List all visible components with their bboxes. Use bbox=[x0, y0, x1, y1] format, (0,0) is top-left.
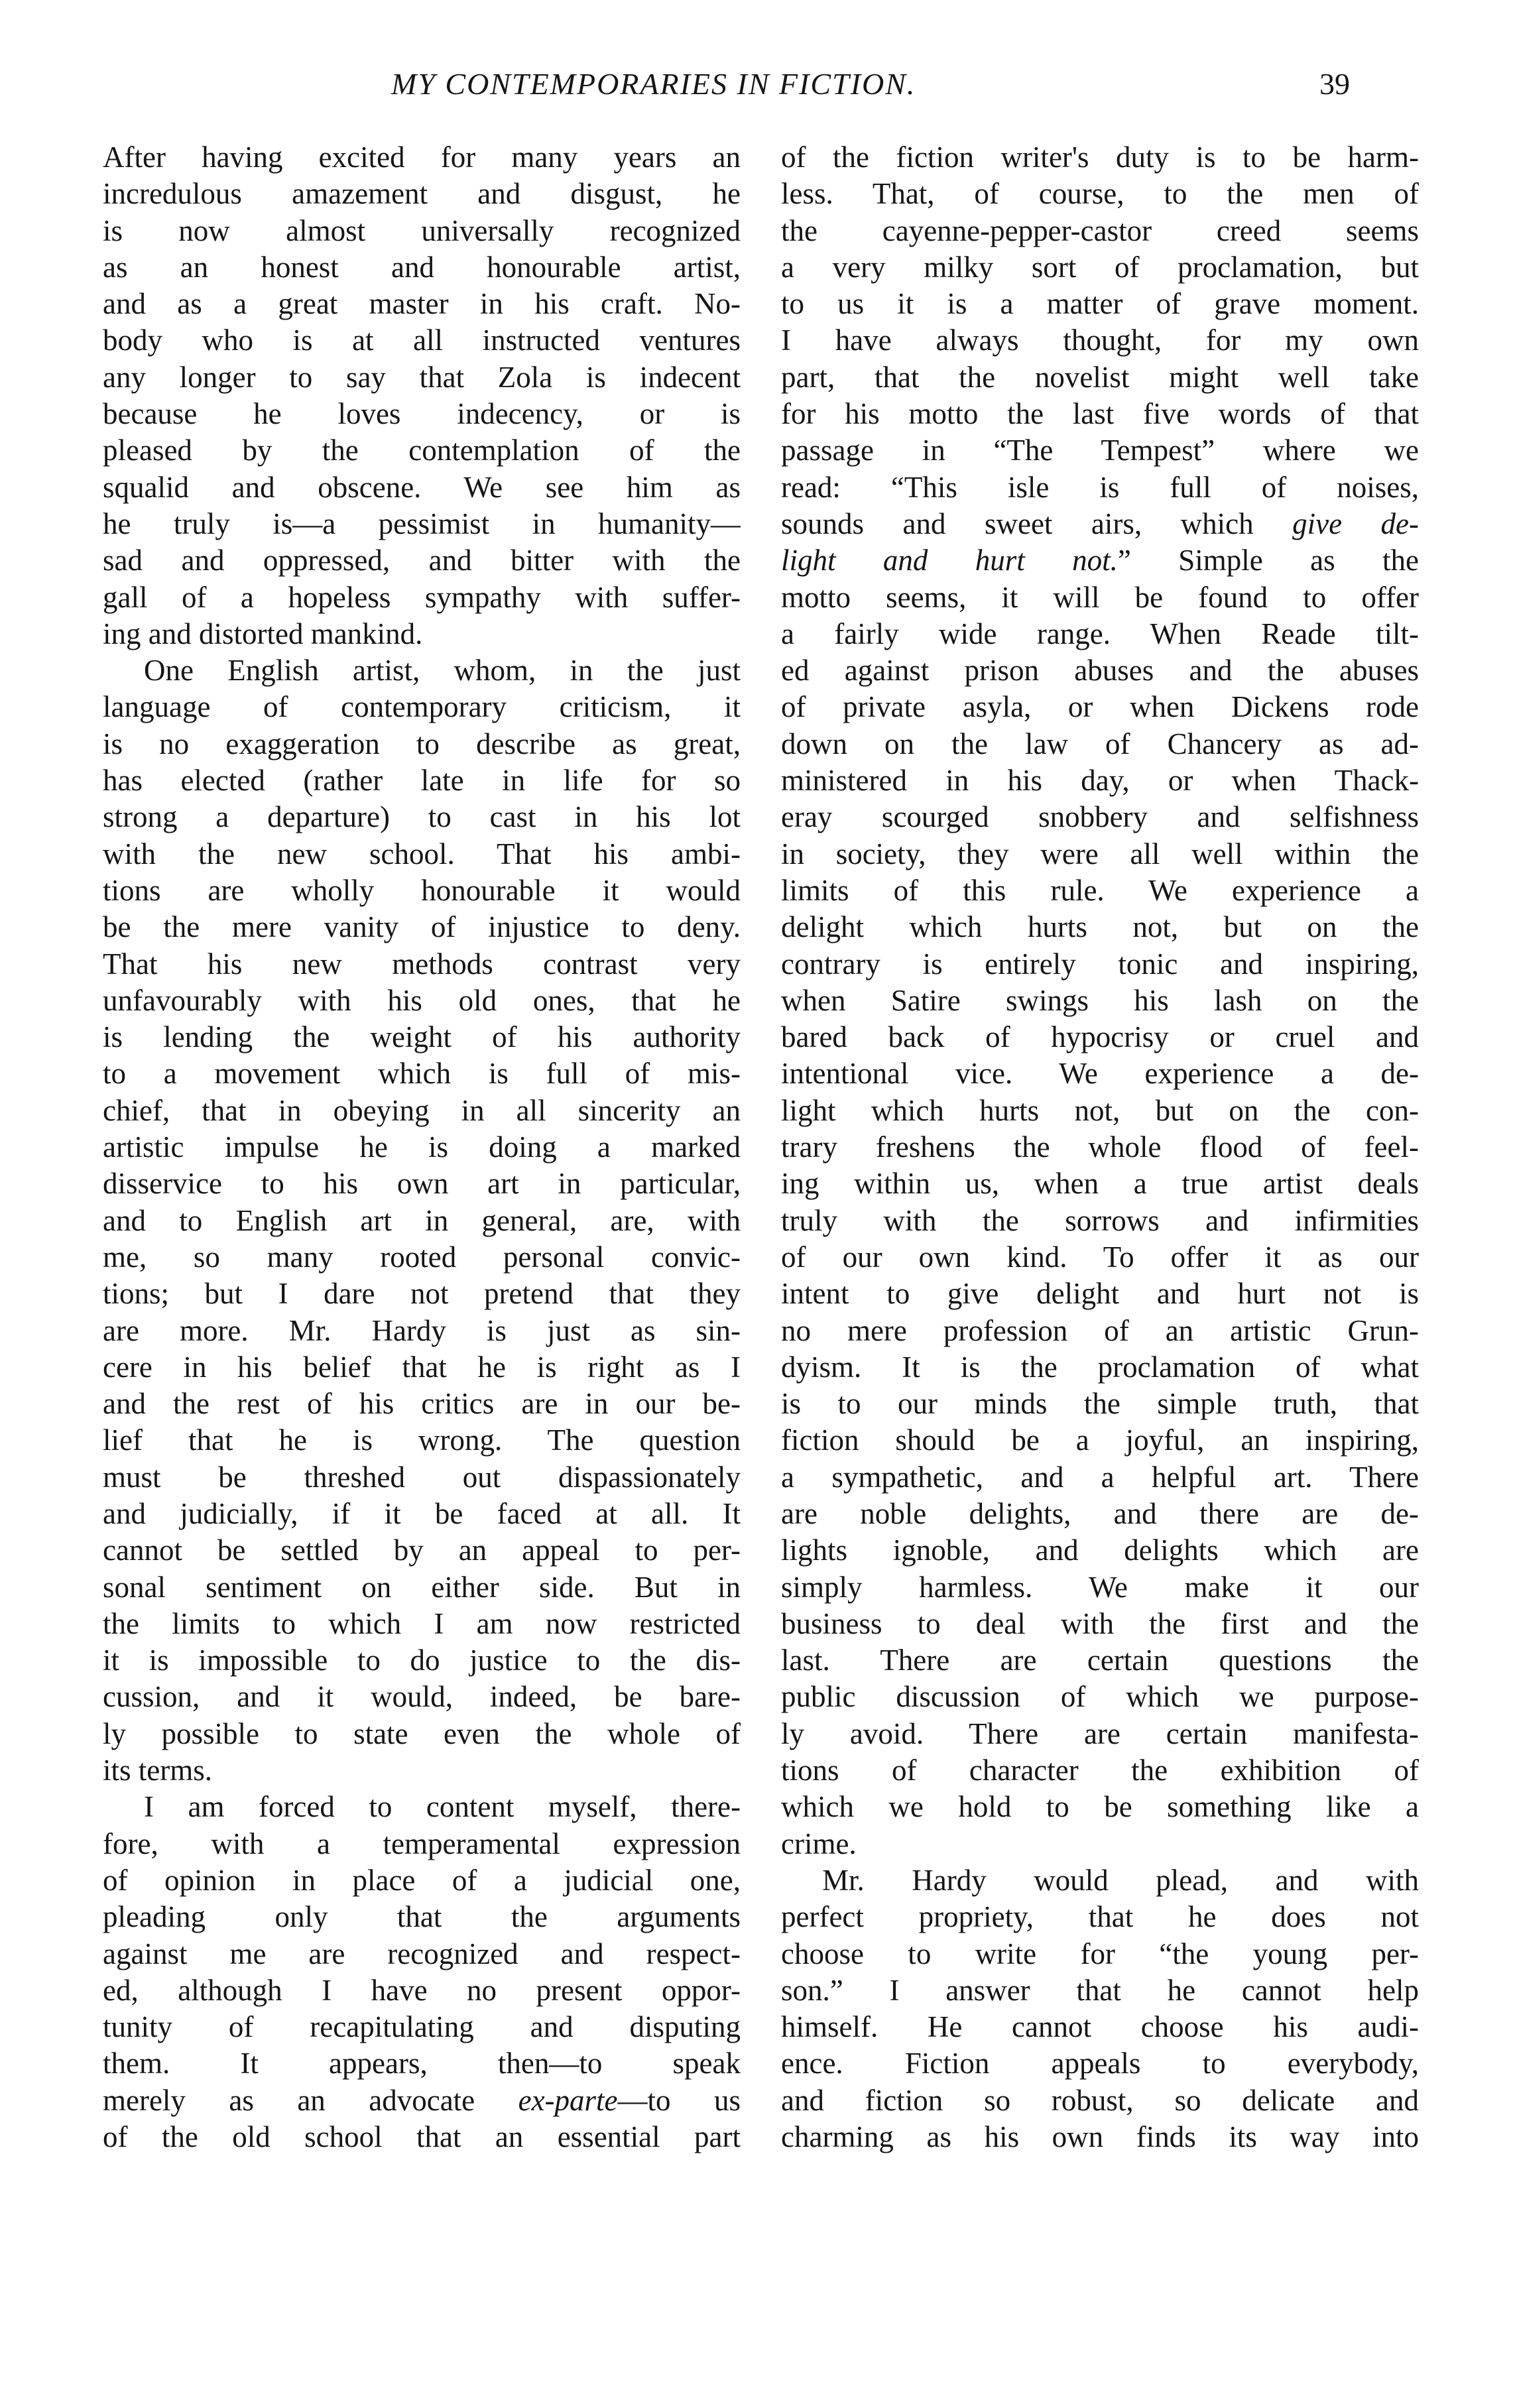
text-line: the cayenne-pepper-castor creed seems bbox=[781, 213, 1419, 247]
text-line: of our own kind. To offer it as our bbox=[781, 1240, 1419, 1274]
text-line: are noble delights, and there are de- bbox=[781, 1496, 1419, 1530]
text-line: perfect propriety, that he does not bbox=[781, 1900, 1419, 1934]
text-segment: ” Simple as the bbox=[1117, 544, 1419, 577]
text-line: choose to write for “the young per- bbox=[781, 1937, 1419, 1970]
text-line: ly possible to state even the whole of bbox=[103, 1716, 741, 1750]
text-segment: merely as an advocate bbox=[103, 2083, 475, 2117]
text-line: has elected (rather late in life for so bbox=[103, 764, 741, 798]
text-line: body who is at all instructed ventures bbox=[103, 324, 741, 357]
text-line: and judicially, if it be faced at all. It bbox=[103, 1496, 741, 1530]
text-line: me, so many rooted personal convic- bbox=[103, 1240, 741, 1274]
text-line: intentional vice. We experience a de- bbox=[781, 1057, 1419, 1091]
text-line: trary freshens the whole flood of feel- bbox=[781, 1130, 1419, 1164]
text-line: last. There are certain questions the bbox=[781, 1644, 1419, 1677]
text-line: ing and distorted mankind. bbox=[103, 617, 423, 650]
text-line: a fairly wide range. When Reade tilt- bbox=[781, 617, 1419, 650]
text-line: ly avoid. There are certain manifesta- bbox=[781, 1716, 1419, 1750]
text-line: chief, that in obeying in all sincerity an bbox=[103, 1093, 741, 1127]
text-line: himself. He cannot choose his audi- bbox=[781, 2010, 1419, 2044]
text-line: ence. Fiction appeals to everybody, bbox=[781, 2047, 1419, 2080]
text-line: because he loves indecency, or is bbox=[103, 397, 741, 431]
text-line: artistic impulse he is doing a marked bbox=[103, 1130, 741, 1164]
text-line: unfavourably with his old ones, that he bbox=[103, 983, 741, 1017]
text-line: a very milky sort of proclamation, but bbox=[781, 250, 1419, 284]
text-line: down on the law of Chancery as ad- bbox=[781, 727, 1419, 760]
text-line: tions of character the exhibition of bbox=[781, 1754, 1419, 1787]
paragraph-start-line: One English artist, whom, in the just bbox=[144, 654, 741, 688]
text-line: and fiction so robust, so delicate and bbox=[781, 2083, 1419, 2117]
text-line: incredulous amazement and disgust, he bbox=[103, 177, 741, 211]
text-line: pleased by the contemplation of the bbox=[103, 434, 741, 467]
text-line: which we hold to be something like a bbox=[781, 1790, 1419, 1824]
text-line: motto seems, it will be found to offer bbox=[781, 580, 1419, 614]
text-line: is to our minds the simple truth, that bbox=[781, 1387, 1419, 1421]
page-number: 39 bbox=[1319, 67, 1350, 101]
text-line: less. That, of course, to the men of bbox=[781, 177, 1419, 211]
text-line: against me are recognized and respect- bbox=[103, 1937, 741, 1970]
text-line: truly with the sorrows and infirmities bbox=[781, 1203, 1419, 1237]
paragraph-start-line: Mr. Hardy would plead, and with bbox=[822, 1863, 1419, 1897]
text-line: eray scourged snobbery and selfishness bbox=[781, 800, 1419, 834]
running-head-title: MY CONTEMPORARIES IN FICTION. bbox=[391, 67, 916, 101]
text-line: when Satire swings his lash on the bbox=[781, 983, 1419, 1017]
text-line: ed against prison abuses and the abuses bbox=[781, 654, 1419, 688]
text-line: must be threshed out dispassionately bbox=[103, 1460, 741, 1494]
text-line: ing within us, when a true artist deals bbox=[781, 1167, 1419, 1201]
left-text-column bbox=[103, 139, 741, 2155]
text-line: part, that the novelist might well take bbox=[781, 360, 1419, 394]
text-line: as an honest and honourable artist, bbox=[103, 250, 741, 284]
text-line: of opinion in place of a judicial one, bbox=[103, 1863, 741, 1897]
text-line: son.” I answer that he cannot help bbox=[781, 1973, 1419, 2007]
text-segment: —to us bbox=[617, 2083, 741, 2117]
text-line: no mere profession of an artistic Grun- bbox=[781, 1313, 1419, 1347]
text-line: tions are wholly honourable it would bbox=[103, 873, 741, 907]
text-line: cussion, and it would, indeed, be bare- bbox=[103, 1680, 741, 1714]
paragraph-start-line: I am forced to content myself, there- bbox=[144, 1790, 741, 1824]
text-line: and as a great master in his craft. No- bbox=[103, 287, 741, 321]
text-line: a sympathetic, and a helpful art. There bbox=[781, 1460, 1419, 1494]
text-line: and the rest of his critics are in our be- bbox=[103, 1387, 741, 1421]
text-line: of the old school that an essential part bbox=[103, 2120, 741, 2154]
text-line: limits of this rule. We experience a bbox=[781, 873, 1419, 907]
text-line: charming as his own finds its way into bbox=[781, 2120, 1419, 2154]
text-line: dyism. It is the proclamation of what bbox=[781, 1350, 1419, 1384]
text-line: its terms. bbox=[103, 1754, 212, 1787]
text-line: lief that he is wrong. The question bbox=[103, 1423, 741, 1457]
text-line: of private asyla, or when Dickens rode bbox=[781, 690, 1419, 724]
text-line: language of contemporary criticism, it bbox=[103, 690, 741, 724]
text-line: tunity of recapitulating and disputing bbox=[103, 2010, 741, 2044]
text-line: he truly is—a pessimist in humanity— bbox=[103, 507, 741, 540]
text-line: contrary is entirely tonic and inspiring, bbox=[781, 947, 1419, 981]
text-line: That his new methods contrast very bbox=[103, 947, 741, 981]
text-line: intent to give delight and hurt not is bbox=[781, 1277, 1419, 1311]
text-line: pleading only that the arguments bbox=[103, 1900, 741, 1934]
text-line: it is impossible to do justice to the dis- bbox=[103, 1644, 741, 1677]
text-line: light which hurts not, but on the con- bbox=[781, 1093, 1419, 1127]
text-line: sad and oppressed, and bitter with the bbox=[103, 544, 741, 577]
text-line: ministered in his day, or when Thack- bbox=[781, 764, 1419, 798]
italic-phrase: light and hurt not. bbox=[781, 544, 1118, 577]
italic-phrase: give de- bbox=[1292, 507, 1419, 540]
text-line: is lending the weight of his authority bbox=[103, 1020, 741, 1054]
text-line: is now almost universally recognized bbox=[103, 213, 741, 247]
text-line: any longer to say that Zola is indecent bbox=[103, 360, 741, 394]
text-line: delight which hurts not, but on the bbox=[781, 910, 1419, 944]
text-line: sonal sentiment on either side. But in bbox=[103, 1570, 741, 1604]
text-line: passage in “The Tempest” where we bbox=[781, 434, 1419, 467]
text-line: squalid and obscene. We see him as bbox=[103, 470, 741, 504]
text-line: be the mere vanity of injustice to deny. bbox=[103, 910, 741, 944]
text-line: ed, although I have no present oppor- bbox=[103, 1973, 741, 2007]
text-line: lights ignoble, and delights which are bbox=[781, 1534, 1419, 1567]
text-line: is no exaggeration to describe as great, bbox=[103, 727, 741, 760]
text-line: After having excited for many years an bbox=[103, 141, 741, 174]
text-line: cere in his belief that he is right as I bbox=[103, 1350, 741, 1384]
text-line: cannot be settled by an appeal to per- bbox=[103, 1534, 741, 1567]
text-line: I have always thought, for my own bbox=[781, 324, 1419, 357]
text-line: and to English art in general, are, with bbox=[103, 1203, 741, 1237]
text-line: for his motto the last five words of that bbox=[781, 397, 1419, 431]
text-segment: sounds and sweet airs, which bbox=[781, 507, 1254, 540]
italic-phrase: ex-parte bbox=[518, 2083, 618, 2117]
text-line: read: “This isle is full of noises, bbox=[781, 470, 1419, 504]
text-line: fore, with a temperamental expression bbox=[103, 1827, 741, 1860]
text-line-mixed bbox=[781, 506, 1419, 542]
text-line: business to deal with the first and the bbox=[781, 1606, 1419, 1640]
right-text-column bbox=[781, 139, 1419, 2155]
text-line: tions; but I dare not pretend that they bbox=[103, 1277, 741, 1311]
text-line: to us it is a matter of grave moment. bbox=[781, 287, 1419, 321]
text-line-mixed bbox=[781, 542, 1419, 579]
text-line: bared back of hypocrisy or cruel and bbox=[781, 1020, 1419, 1054]
text-line: crime. bbox=[781, 1827, 857, 1860]
text-line-mixed bbox=[103, 2082, 741, 2119]
text-line: in society, they were all well within the bbox=[781, 837, 1419, 871]
text-line: fiction should be a joyful, an inspiring, bbox=[781, 1423, 1419, 1457]
text-line: the limits to which I am now restricted bbox=[103, 1606, 741, 1640]
text-line: them. It appears, then—to speak bbox=[103, 2047, 741, 2080]
text-line: gall of a hopeless sympathy with suffer- bbox=[103, 580, 741, 614]
text-line: disservice to his own art in particular, bbox=[103, 1167, 741, 1201]
text-line: are more. Mr. Hardy is just as sin- bbox=[103, 1313, 741, 1347]
text-line: public discussion of which we purpose- bbox=[781, 1680, 1419, 1714]
text-line: simply harmless. We make it our bbox=[781, 1570, 1419, 1604]
text-line: of the fiction writer's duty is to be harm- bbox=[781, 141, 1419, 174]
text-line: with the new school. That his ambi- bbox=[103, 837, 741, 871]
text-line: strong a departure) to cast in his lot bbox=[103, 800, 741, 834]
text-line: to a movement which is full of mis- bbox=[103, 1057, 741, 1091]
